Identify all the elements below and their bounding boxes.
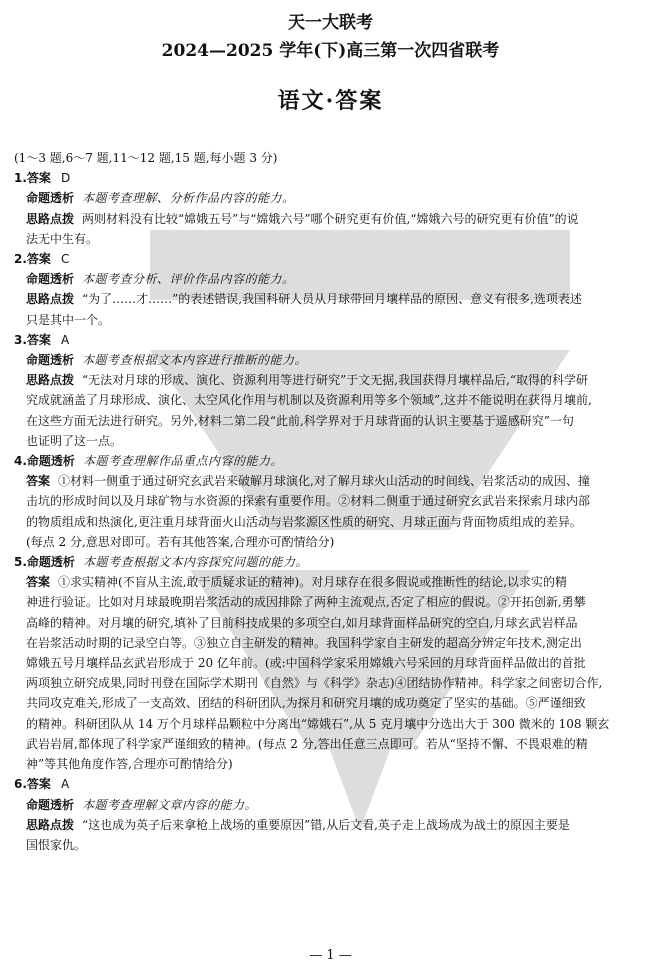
- question-number: 5.: [14, 555, 27, 570]
- hint-text: “这也成为英子后来拿枪上战场的重要原因”错,从后文看,英子走上战场成为战士的原因主要是: [82, 817, 570, 832]
- question-1-hint-cont: 法无中生有。: [26, 231, 99, 246]
- page-number: — 1 —: [309, 948, 352, 963]
- question-5-answer-cont: 的精神。科研团队从 14 万个月球样品颗粒中分离出“嫦娥石”,从 5 克月壤中分选出大于 300 微米的 108 颗玄: [26, 716, 610, 731]
- question-3-hint: [14, 370, 648, 390]
- intent-text: 本题考查理解作品重点内容的能力。: [82, 454, 283, 469]
- answer-text: ①材料一侧重于通过研究玄武岩来破解月球演化,对了解月球火山活动的时间线、岩浆活动的成因、撞: [58, 474, 590, 489]
- answer-label: 答案: [26, 332, 51, 347]
- intent-label: 命题透析: [26, 797, 75, 812]
- intent-text: 本题考查根据文本内容进行推断的能力。: [82, 353, 308, 368]
- answer-label: 答案: [26, 171, 51, 186]
- intent-text: 本题考查理解文章内容的能力。: [82, 797, 258, 812]
- question-6-answer: [14, 774, 648, 794]
- question-3-intent: [14, 350, 648, 370]
- answer-text: ①求实精神(不盲从主流,敢于质疑求证的精神)。对月球存在很多假说或推断性的结论,以求实的精: [58, 575, 568, 590]
- answer-value: A: [60, 777, 70, 792]
- question-5-answer-cont: 共同攻克难关,形成了一支高效、团结的科研团队,为探月和研究月壤的成功奠定了坚实的基础。⑤严谨细致: [26, 696, 586, 711]
- exam-session-title: 2024—2025 学年(下)高三第一次四省联考: [161, 41, 500, 61]
- question-1-answer: [14, 168, 648, 188]
- answer-label: 答案: [26, 252, 51, 267]
- question-6-hint: [14, 815, 648, 835]
- question-4-answer-cont: (每点 2 分,意思对即可。若有其他答案,合理亦可酌情给分): [26, 534, 335, 549]
- question-number: 2.: [14, 252, 27, 267]
- question-2-hint: [14, 289, 648, 309]
- question-5-answer-cont: 武岩岩屑,都体现了科学家严谨细致的精神。(每点 2 分,答出任意三点即可。若从“坚持不懈、不畏艰难的精: [26, 736, 588, 751]
- hint-text: “无法对月球的形成、演化、资源利用等进行研究”于文无据,我国获得月壤样品后,“取得的科学研: [82, 373, 589, 388]
- question-number: 4.: [14, 454, 27, 469]
- question-5-answer-cont: 嫦娥五号月壤样品玄武岩形成于 20 亿年前。(或:中国科学家采用嫦娥六号采回的月球背面样品做出的首批: [26, 656, 586, 671]
- intent-label: 命题透析: [26, 353, 75, 368]
- hint-text: 两则材料没有比较“嫦娥五号”与“嫦娥六号”哪个研究更有价值,“嫦娥六号的研究更有价值”的说: [82, 211, 579, 226]
- question-number: 6.: [14, 777, 27, 792]
- question-5-answer-cont: 两项独立研究成果,同时刊登在国际学术期刊《自然》与《科学》杂志)④团结协作精神。科学家之间密切合作,: [26, 676, 603, 691]
- hint-label: 思路点拨: [26, 292, 75, 307]
- intent-label: 命题透析: [26, 272, 75, 287]
- question-2-hint-cont: 只是其中一个。: [26, 312, 111, 327]
- question-5-answer-cont: 神进行验证。比如对月球最晚期岩浆活动的成因排除了两种主流观点,否定了相应的假说。②开拓创新,勇攀: [26, 595, 586, 610]
- answer-label: 答案: [26, 777, 51, 792]
- question-4-answer-cont: 的物质组成和热演化,更注重月球背面火山活动与岩浆源区性质的研究、月球正面与背面物质组成的差异。: [26, 514, 582, 529]
- intent-text: 本题考查分析、评价作品内容的能力。: [82, 272, 295, 287]
- answer-value: C: [60, 252, 70, 267]
- question-5-intent: [14, 552, 648, 572]
- answer-label: 答案: [26, 474, 51, 489]
- question-2-intent: [14, 269, 648, 289]
- question-5-answer-cont: 神”等其他角度作答,合理亦可酌情给分): [26, 757, 233, 772]
- hint-label: 思路点拨: [26, 817, 75, 832]
- question-4-intent: [14, 451, 648, 471]
- question-3-hint-cont: 究成就涵盖了月球形成、演化、太空风化作用与机制以及资源利用等多个领域”,这并不能说明在获得月壤前,: [26, 393, 592, 408]
- exam-organizer-title: 天一大联考: [288, 13, 373, 33]
- scoring-note: (1～3 题,6～7 题,11～12 题,15 题,每小题 3 分): [14, 151, 278, 165]
- question-1-hint: [14, 209, 648, 229]
- intent-text: 本题考查根据文本内容探究问题的能力。: [82, 555, 308, 570]
- question-5-answer-cont: 在岩浆活动时期的记录空白等。③独立自主研发的精神。我国科学家自主研发的超高分辨定年技术,测定出: [26, 635, 582, 650]
- intent-text: 本题考查理解、分析作品内容的能力。: [82, 191, 295, 206]
- answer-value: A: [60, 332, 70, 347]
- question-3-hint-cont: 在这些方面无法进行研究。另外,材料二第二段“此前,科学界对于月球背面的认识主要基于遥感研究”一句: [26, 413, 574, 428]
- question-3-hint-cont: 也证明了这一点。: [26, 433, 123, 448]
- question-number: 1.: [14, 171, 27, 186]
- intent-label: 命题透析: [26, 555, 75, 570]
- answer-content: [14, 148, 648, 855]
- intent-label: 命题透析: [26, 191, 75, 206]
- question-5-answer: [14, 572, 648, 592]
- question-4-answer-cont: 击坑的形成时间以及月球矿物与水资源的探索有重要作用。②材料二侧重于通过研究玄武岩来探索月球内部: [26, 494, 591, 509]
- subject-title: 语文·答案: [277, 88, 384, 114]
- answer-value: D: [60, 171, 71, 186]
- question-1-intent: [14, 188, 648, 208]
- question-2-answer: [14, 249, 648, 269]
- hint-label: 思路点拨: [26, 373, 75, 388]
- answer-label: 答案: [26, 575, 51, 590]
- question-4-answer: [14, 471, 648, 491]
- question-5-answer-cont: 高峰的精神。对月壤的研究,填补了目前科技成果的多项空白,如月球背面样品研究的空白,月球玄武岩样品: [26, 615, 578, 630]
- hint-text: “为了……才……”的表述错误,我国科研人员从月球带回月壤样品的原因、意义有很多,选项表述: [82, 292, 582, 307]
- question-3-answer: [14, 330, 648, 350]
- question-6-hint-cont: 国恨家仇。: [26, 837, 87, 852]
- hint-label: 思路点拨: [26, 211, 75, 226]
- question-6-intent: [14, 795, 648, 815]
- question-number: 3.: [14, 332, 27, 347]
- intent-label: 命题透析: [26, 454, 75, 469]
